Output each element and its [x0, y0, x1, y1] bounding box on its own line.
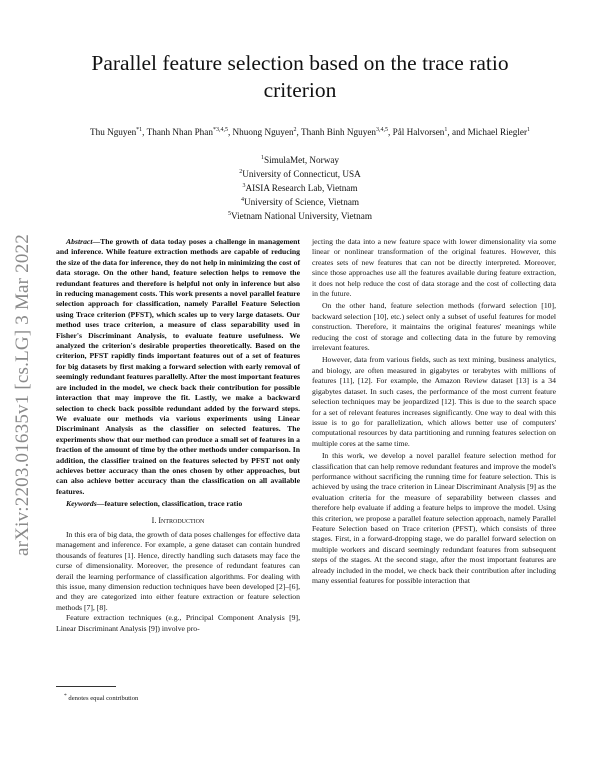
intro-paragraph: Feature extraction techniques (e.g., Principal Component Analysis [9], Linear Discriminant Analysis [9]) involve pro-: [56, 613, 300, 633]
abstract: [56, 237, 300, 497]
author-list: Thu Nguyen$^{*1}$, Thanh Nhan Phan$^{*3,4,5}$, Nhuong Nguyen$^2$, Thanh Binh Nguyen$^{3,4,5}$, Pål Halvorsen$^1$, and Michael Riegler$^1$: [89, 127, 531, 138]
affiliation: $^5$Vietnam National University, Vietnam: [227, 211, 372, 222]
intro-paragraph: In this era of big data, the growth of data poses challenges for effective data management and inference. For example, a gene dataset can contain hundred thousands of features [1]. Hence, directly handling such datasets may face the curse of dimensionality. Moreover, the presence of redundant features can derail the learning performance of classification algorithms. For dealing with this issue, many dimension reduction techniques have been developed [2]–[6], and they are categorized into either feature extraction or feature selection methods [7], [8].: [56, 529, 300, 612]
author: Thu Nguyen$^{*1}$: [89, 127, 143, 138]
author: Thanh Binh Nguyen$^{3,4,5}$: [300, 127, 389, 138]
footnote: [64, 692, 138, 703]
footnote-mark: *: [64, 693, 67, 699]
keywords-text: —feature selection, classification, trace ratio: [96, 499, 243, 509]
left-column: [56, 237, 300, 634]
paper-title: [50, 50, 550, 104]
body-paragraph: jecting the data into a new feature space with lower dimensionality via some linear or nonlinear transformation of the original features. However, this creates sets of new features that can not be directly interpreted. Moreover, since those approaches use all the features available during feature extraction, it does not help reduce the cost of data storage and the cost of collecting data in the future.: [312, 237, 556, 299]
arxiv-watermark: [8, 200, 38, 590]
affiliation: $^3$AISIA Research Lab, Vietnam: [242, 183, 358, 194]
right-column: [312, 237, 556, 586]
section-heading-introduction: I. Introduction: [151, 515, 205, 525]
keywords-label: Keywords: [66, 499, 97, 509]
keywords: [56, 499, 300, 509]
affiliation-list: [150, 152, 450, 222]
author: Thanh Nhan Phan$^{*3,4,5}$: [146, 127, 228, 138]
abstract-text: —The growth of data today poses a challenge in management and inference. While feature extraction methods are capable of reducing the size of the data for inference, they do not help in minimizing the cost of data storage. On the other hand, feature selection helps to remove the redundant features and therefore is helpful not only in inference but also in reducing management costs. This work presents a novel parallel feature selection approach for classification, namely Parallel Feature Selection using Trace criterion (PFST), which scales up to very large datasets. Our method uses trace criterion, a measure of class separability used in Fisher's Discriminant Analysis, to evaluate feature usefulness. We analyzed the criterion's desirable properties theoretically. Based on the criterion, PFST rapidly finds important features out of a set of features for big datasets by first making a forward selection with early removal of seemingly redundant features parallelly. After the most important features are included in the model, we check back their contribution for possible interaction that may improve the fit. Lastly, we make a backward selection to check back possible redundant added by the forward steps. We evaluate our methods via various experiments using Linear Discriminant Analysis as the classifier on selected features. The experiments show that our method can produce a small set of features in a fraction of the amount of time by the other methods under comparison. In addition, the classifier trained on the features selected by PFST not only achieves better accuracy than the ones chosen by other approaches, but can also achieve better accuracy than the classification on all available features.: [56, 237, 300, 496]
body-paragraph: On the other hand, feature selection methods (forward selection [10], backward selection [10], etc.) select only a subset of useful features for model construction. Therefore, it maintains the original features' meanings while reducing the cost of storage and collecting data in the future by removing irrelevant features.: [312, 301, 556, 353]
footnote-divider: [56, 686, 116, 687]
footnote-text: denotes equal contribution: [66, 695, 139, 703]
body-paragraph: However, data from various fields, such as text mining, business analytics, and biology, are often measured in gigabytes or terabytes with millions of features [11], [12]. For example, the Amazon Review dataset [13] is a 34 gigabytes dataset. In such cases, the performance of the most current feature selection techniques may be jeopardized [12]. This is due to the search space for a set of relevant features increases significantly. One way to deal with this issue is to go for parallelization, which allows better use of computers' computational resources by data partitioning and running features selection on multiple cores at the same time.: [312, 355, 556, 448]
author: Michael Riegler$^1$: [467, 127, 531, 138]
affiliation: $^1$SimulaMet, Norway: [260, 155, 340, 166]
abstract-label: Abstract: [66, 237, 93, 246]
title-line-2: criterion: [263, 78, 337, 102]
affiliation: $^4$University of Science, Vietnam: [240, 197, 360, 208]
author: Pål Halvorsen$^1$: [392, 127, 448, 138]
title-line-1: Parallel feature selection based on the trace ratio: [91, 51, 509, 75]
body-paragraph: In this work, we develop a novel parallel feature selection method for classification that can help remove redundant features and improve the model's performance without sacrificing the running time for feature selection. This is achieved by using the trace criterion in Linear Discriminant Analysis [9] as the evaluation criteria for the measure of separability between classes and therefore help evaluate if adding a feature helps to improve the model. Using this criterion, we propose a parallel feature selection approach, namely Parallel Feature Selection based on Trace criterion (PFST), which consists of three stages. First, in a forward-dropping stage, we do parallel forward selection on multiple workers and discard seemingly redundant features from subsequent steps of the stages. At the second stage, after the most important features are already included in the model, we check back their contribution after including many essential features for possible interaction that: [312, 451, 556, 585]
affiliation: $^2$University of Connecticut, USA: [239, 169, 361, 180]
author: Nhuong Nguyen$^2$: [232, 127, 297, 138]
arxiv-id: arXiv:2203.01635v1 [cs.LG] 3 Mar 2022: [12, 234, 33, 556]
